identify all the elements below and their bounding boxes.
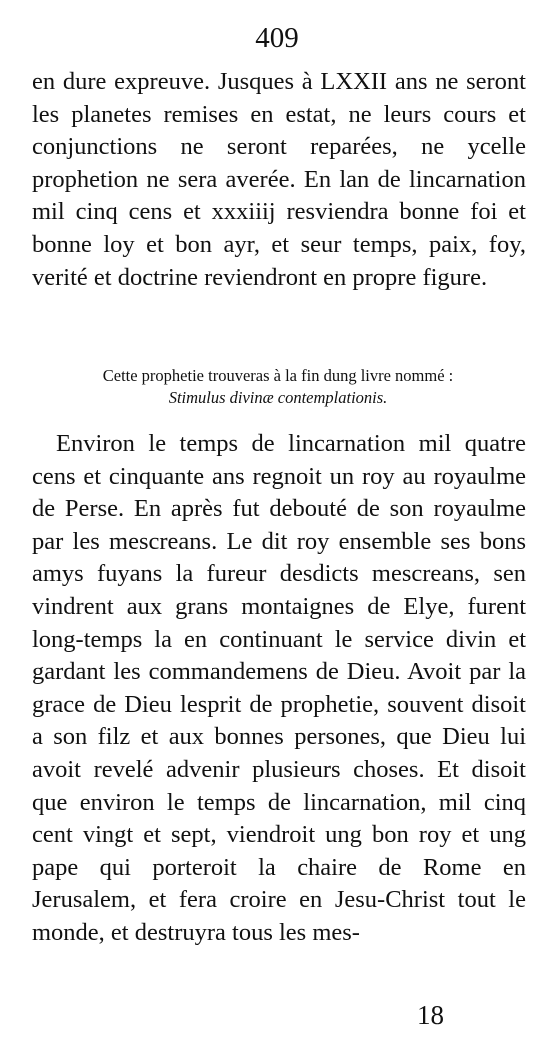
page-number: 409 xyxy=(255,22,299,54)
source-note xyxy=(28,365,528,409)
signature-mark: 18 xyxy=(417,1000,444,1030)
source-note-text: Cette prophetie trouveras à la fin dung livre nommé : xyxy=(102,366,454,385)
paragraph-prophecy: Environ le temps de lincarnation mil quatre cens et cinquante ans regnoit un roy au royaulme de Perse. En après fut debouté de son royaulme par les mescreans. Le dit roy ensemble ses bons amys fuyans la fureur desdicts mescreans, sen vindrent aux grans montaignes de Elye, furent long-temps la en continuant le service divin et gardant les commandemens de Dieu. Avoit par la grace de Dieu lesprit de prophetie, souvent disoit a son filz et aux bonnes persones, que Dieu lui avoit revelé advenir plusieurs choses. Et disoit que environ le temps de lincarnation, mil cinq cent vingt et sept, viendroit ung bon roy et ung pape qui porteroit la chaire de Rome en Jerusalem, et fera croire en Jesu-Christ tout le monde, et destruyra tous les mes- xyxy=(32,430,526,946)
source-book-title: Stimulus divinæ contemplationis. xyxy=(168,388,388,407)
paragraph-continued: en dure expreuve. Jusques à LXXII ans ne seront les planetes remises en estat, ne leurs cours et conjunctions ne seront reparées, ne ycelle prophetion ne sera averée. En lan de lincarnation mil cinq cens et xxxiiij resviendra bonne foi et bonne loy et bon ayr, et seur temps, paix, foy, verité et doctrine reviendront en propre figure. xyxy=(32,68,526,291)
